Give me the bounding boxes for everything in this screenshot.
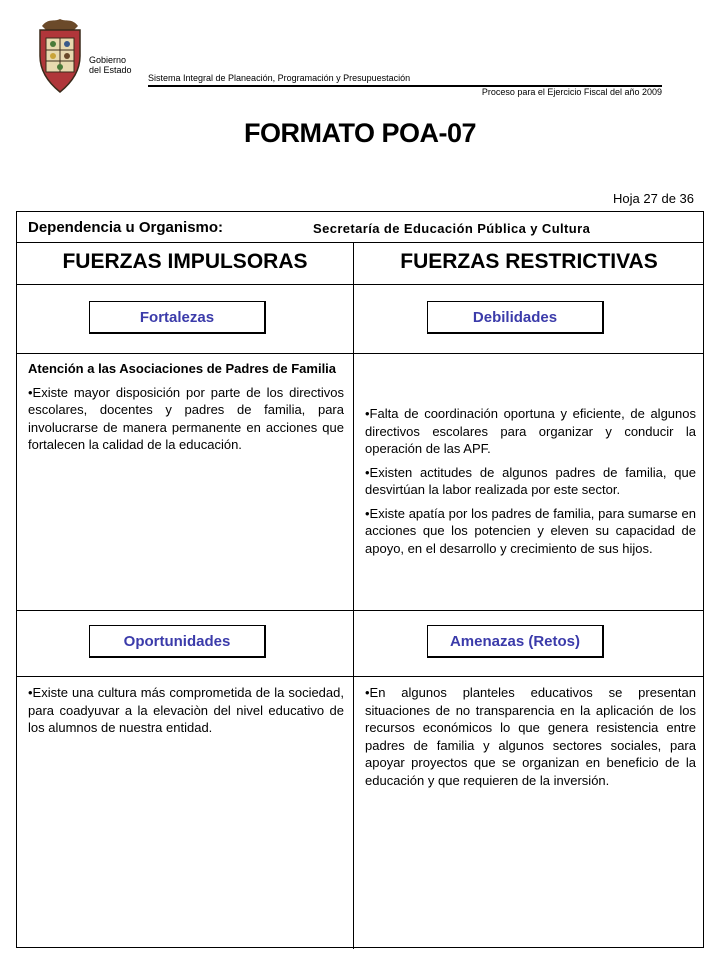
gobierno-line2: del Estado [89, 65, 132, 75]
amenazas-content [365, 684, 696, 795]
debilidades-item: •Falta de coordinación oportuna y eficiente, de algunos directivos escolares para organizar y conducir la operación de las APF. [365, 406, 696, 456]
sheet-number: Hoja 27 de 36 [613, 191, 694, 206]
system-name: Sistema Integral de Planeación, Programación y Presupuestación [148, 73, 411, 83]
column-headers [17, 243, 703, 285]
column-divider [353, 243, 354, 949]
fortalezas-item: •Existe mayor disposición por parte de los directivos escolares, docentes y padres de familia, para involucrarse de manera permanente en acciones que fortalecen la calidad de la educación. [28, 384, 344, 452]
debilidades-label: Debilidades [427, 301, 604, 334]
dependency-row [17, 212, 703, 243]
amenazas-item: •En algunos planteles educativos se presentan situaciones de no transparencia en la aplicación de los recursos económicos lo que genera resistencia entre padres de familia y algunos sectores sociales, para apoyar proyectos que se organizan en beneficio de la educación y que requieren de la inversión. [365, 685, 696, 788]
government-label [89, 55, 132, 75]
amenazas-label: Amenazas (Retos) [427, 625, 604, 658]
oportunidades-label: Oportunidades [89, 625, 266, 658]
oportunidades-item: •Existe una cultura más comprometida de la sociedad, para coadyuvar a la elevaciòn del nivel educativo de los alumnos de nuestra entidad. [28, 685, 344, 735]
debilidades-item: •Existen actitudes de algunos padres de familia, que desvirtúan la labor realizada por este sector. [365, 464, 696, 497]
row-divider [17, 676, 703, 677]
row-divider [17, 353, 703, 354]
fortalezas-label: Fortalezas [89, 301, 266, 334]
debilidades-item: •Existe apatía por los padres de familia, para sumarse en acciones que los potencien y eleven su capacidad de apoyo, en el desarrollo y crecimiento de sus hijos. [365, 505, 696, 556]
state-coat-of-arms-icon [34, 16, 86, 94]
fortalezas-content [28, 360, 344, 460]
dependency-label: Dependencia u Organismo: [28, 219, 224, 236]
fortalezas-subheading: Atención a las Asociaciones de Padres de Familia [28, 361, 337, 376]
header-fuerzas-restrictivas: FUERZAS RESTRICTIVAS [400, 250, 658, 273]
header-fuerzas-impulsoras: FUERZAS IMPULSORAS [62, 250, 308, 273]
oportunidades-content [28, 684, 344, 743]
process-label: Proceso para el Ejercicio Fiscal del año 2009 [481, 87, 662, 97]
dependency-value: Secretaría de Educación Pública y Cultura [313, 221, 591, 236]
debilidades-content [365, 405, 696, 563]
row-divider [17, 610, 703, 611]
page-title: FORMATO POA-07 [243, 118, 477, 148]
poa-form-table [16, 211, 704, 948]
gobierno-line1: Gobierno [89, 55, 127, 65]
